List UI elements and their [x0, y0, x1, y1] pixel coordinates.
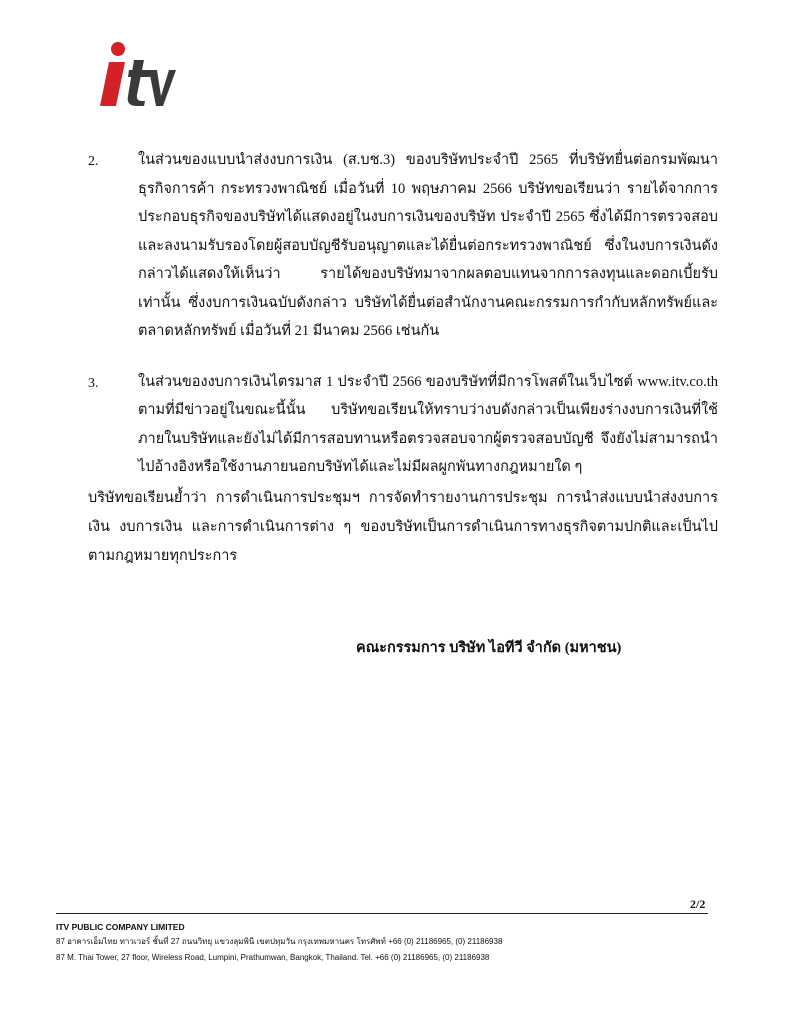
- item-number: 3.: [88, 375, 99, 391]
- item-2: [88, 146, 718, 346]
- logo-i-stem: [100, 62, 125, 106]
- page-number: 2/2: [690, 897, 706, 911]
- logo-t-stem: [128, 60, 145, 106]
- footer-company-name: ITV PUBLIC COMPANY LIMITED: [56, 922, 185, 932]
- footer-address-english: 87 M. Thai Tower, 27 floor, Wireless Road, Lumpini, Prathumwan, Bangkok, Thailand. Tel. +66 (0) 21186965, (0) 21186938: [56, 953, 490, 962]
- item-number: 2.: [88, 154, 99, 169]
- logo-dot: [111, 42, 125, 56]
- itv-logo: [96, 40, 176, 108]
- item-3: [88, 368, 718, 482]
- closing-paragraph: บริษัทขอเรียนย้ำว่า การดำเนินการประชุมฯ การจัดทำรายงานการประชุม การนำส่งแบบนำส่งงบการเงิน งบการเงิน และการดำเนินการต่าง ๆ ของบริษัทเป็นการดำเนินการทางธุรกิจตามปกติและเป็นไปตามกฎหมายทุกประการ: [88, 490, 718, 564]
- logo-v: [149, 70, 176, 106]
- item-text: ในส่วนของแบบนำส่งงบการเงิน (ส.บช.3) ของบริษัทประจำปี 2565 ที่บริษัทยื่นต่อกรมพัฒนาธุรกิจการค้า กระทรวงพาณิชย์ เมื่อวันที่ 10 พฤษภาคม 2566 บริษัทขอเรียนว่า รายได้จากการประกอบธุรกิจของบริษัทได้แสดงอยู่ในงบการเงินของบริษัท ประจำปี 2565 ซึ่งได้มีการตรวจสอบและลงนามรับรองโดยผู้สอบบัญชีรับอนุญาตและได้ยื่นต่อกระทรวงพาณิชย์ ซึ่งในงบการเงินดังกล่าวได้แสดงให้เห็นว่า รายได้ของบริษัทมาจากผลตอบแทนจากการลงทุนและดอกเบี้ยรับเท่านั้น ซึ่งงบการเงินฉบับดังกล่าว บริษัทได้ยื่นต่อสำนักงานคณะกรรมการกำกับหลักทรัพย์และตลาดหลักทรัพย์ เมื่อวันที่ 21 มีนาคม 2566 เช่นกัน: [138, 152, 718, 339]
- itv-logo-mark: [96, 40, 176, 108]
- logo-t-bar: [128, 70, 151, 77]
- footer-address-thai: 87 อาคารเอ็มไทย ทาวเวอร์ ชั้นที่ 27 ถนนวิทยุ แขวงลุมพินี เขตปทุมวัน กรุงเทพมหานคร โทรศัพท์ +66 (0) 21186965, (0) 21186938: [56, 937, 503, 946]
- footer: [56, 920, 502, 966]
- footer-divider: [56, 913, 708, 914]
- item-text: ในส่วนของงบการเงินไตรมาส 1 ประจำปี 2566 ของบริษัทที่มีการโพสต์ในเว็บไซต์ www.itv.co.th ตามที่มีข่าวอยู่ในขณะนี้นั้น บริษัทขอเรียนให้ทราบว่างบดังกล่าวเป็นเพียงร่างงบการเงินที่ใช้ภายในบริษัทและยังไม่ได้มีการสอบทานหรือตรวจสอบจากผู้ตรวจสอบบัญชี จึงยังไม่สามารถนำไปอ้างอิงหรือใช้งานภายนอกบริษัทได้และไม่มีผลผูกพันทางกฎหมายใด ๆ: [138, 373, 718, 475]
- numbered-items: [88, 146, 718, 504]
- signature-line: คณะกรรมการ บริษัท ไอทีวี จำกัด (มหาชน): [356, 640, 622, 656]
